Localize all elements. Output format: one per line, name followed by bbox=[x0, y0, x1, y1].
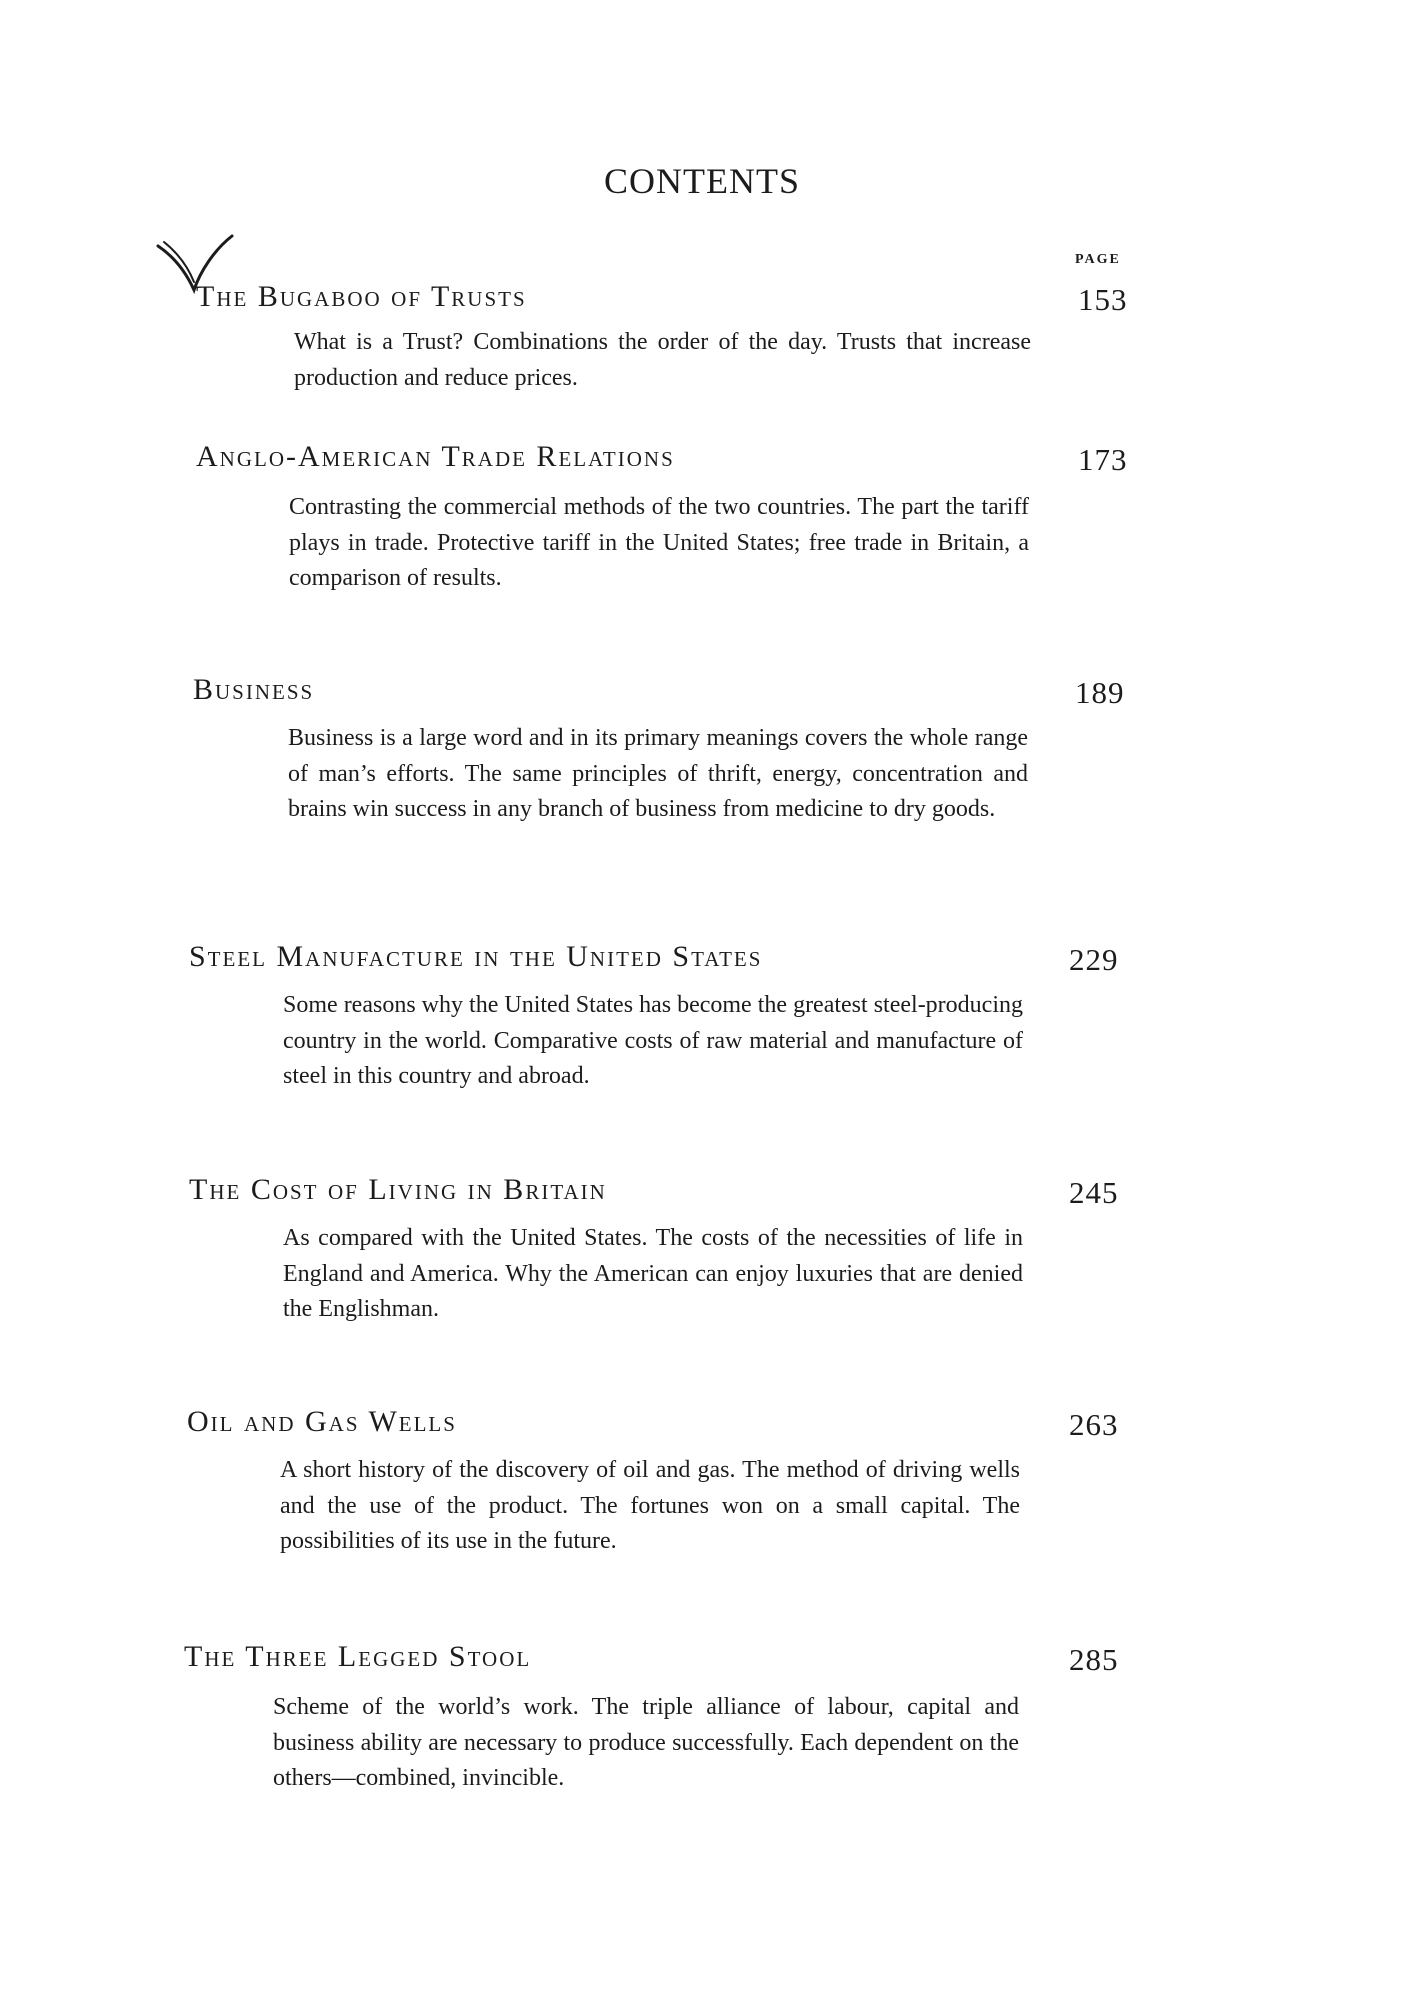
entry-page-number: 173 bbox=[1078, 442, 1128, 477]
entry-page-number: 189 bbox=[1075, 675, 1125, 710]
page-column-label: PAGE bbox=[1075, 252, 1121, 267]
entry-description: Some reasons why the United States has become the greatest steel-producing country in the world. Comparative costs of raw material and manufacture of steel in this country and abroad. bbox=[283, 992, 1023, 1089]
entry-description: What is a Trust? Combinations the order of the day. Trusts that increase production and reduce prices. bbox=[294, 329, 1031, 391]
entry-page-number: 285 bbox=[1069, 1642, 1119, 1677]
entry-description: Business is a large word and in its primary meanings covers the whole range of man’s efforts. The same principles of thrift, energy, concentration and brains win success in any branch of business from medicine to dry goods. bbox=[288, 725, 1028, 822]
entry-description: As compared with the United States. The costs of the necessities of life in England and America. Why the American can enjoy luxuries that are denied the Englishman. bbox=[283, 1225, 1023, 1322]
entry-description: Scheme of the world’s work. The triple alliance of labour, capital and business ability are necessary to produce successfully. Each dependent on the others—combined, invincible. bbox=[273, 1694, 1019, 1791]
entry-description: A short history of the discovery of oil and gas. The method of driving wells and the use of the product. The fortunes won on a small capital. The possibilities of its use in the future. bbox=[280, 1457, 1020, 1554]
page-title: CONTENTS bbox=[604, 161, 800, 201]
entry-title: The Bugaboo of Trusts bbox=[196, 280, 527, 313]
entry-title: The Cost of Living in Britain bbox=[189, 1173, 607, 1206]
entry-title: Anglo-American Trade Relations bbox=[196, 440, 675, 473]
entry-page-number: 153 bbox=[1078, 282, 1128, 317]
entry-title: The Three Legged Stool bbox=[184, 1640, 532, 1673]
entry-title: Oil and Gas Wells bbox=[187, 1405, 457, 1438]
entry-description: Contrasting the commercial methods of the two countries. The part the tariff plays in trade. Protective tariff in the United States; free trade in Britain, a comparison of results. bbox=[289, 494, 1029, 591]
entry-page-number: 263 bbox=[1069, 1407, 1119, 1442]
entry-page-number: 245 bbox=[1069, 1175, 1119, 1210]
entry-title: Steel Manufacture in the United States bbox=[189, 940, 763, 973]
entry-page-number: 229 bbox=[1069, 942, 1119, 977]
entry-title: Business bbox=[193, 673, 315, 706]
